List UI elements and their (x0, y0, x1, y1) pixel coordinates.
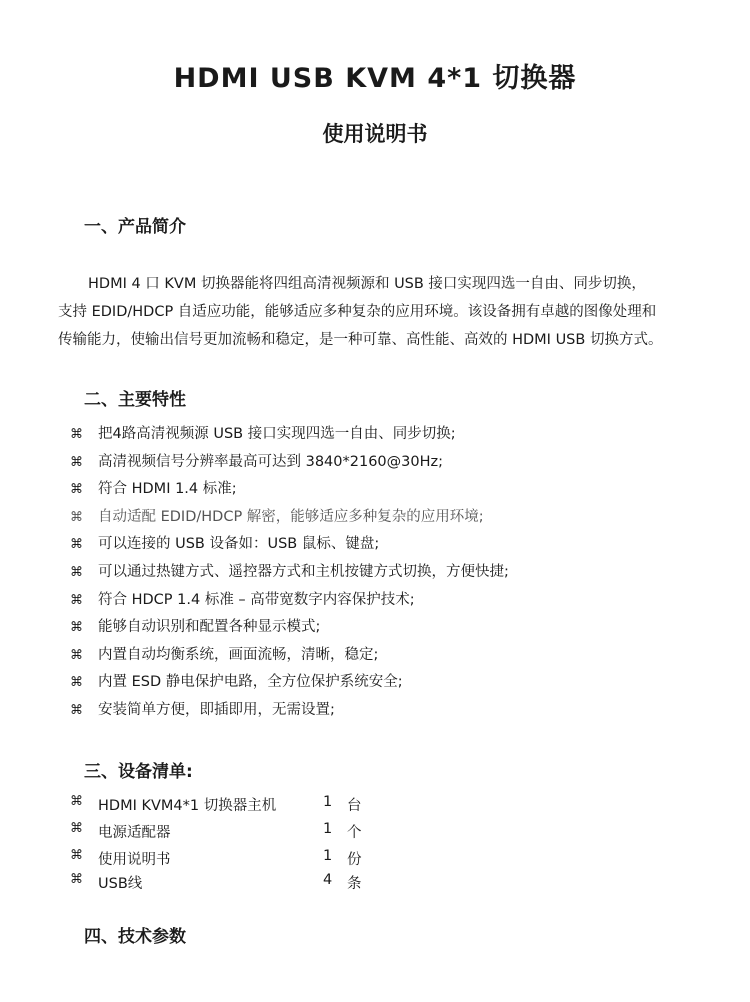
feature-item (70, 532, 379, 553)
bullet-icon: ⌘ (70, 454, 83, 470)
bullet-icon: ⌘ (70, 482, 83, 498)
feature-text: 高清视频信号分辨率最高可达到 3840*2160@30Hz; (98, 453, 444, 470)
feature-text: 可以通过热键方式、遥控器方式和主机按键方式切换，方便快捷; (98, 564, 509, 580)
bullet-icon: ⌘ (70, 620, 83, 636)
intro-line: HDMI 4 口 KVM 切换器能将四组高清视频源和 USB 接口实现四选一自由、同步切换， (88, 276, 646, 292)
bullet-icon: ⌘ (70, 592, 83, 608)
bullet-icon: ⌘ (70, 872, 83, 887)
feature-item (70, 615, 320, 636)
intro-line: 支持 EDID/HDCP 自适应功能，能够适应多种复杂的应用环境。该设备拥有卓越的图像处理和 (58, 304, 657, 320)
feature-text: 把4路高清视频源 USB 接口实现四选一自由、同步切换; (98, 426, 456, 442)
bullet-icon: ⌘ (70, 647, 83, 663)
feature-item (70, 643, 378, 664)
feature-item (70, 477, 237, 498)
equipment-unit: 台 (347, 798, 362, 814)
feature-text: 安装简单方便，即插即用，无需设置; (98, 702, 335, 718)
equipment-unit: 条 (347, 876, 362, 892)
feature-text: 内置 ESD 静电保护电路，全方位保护系统安全; (98, 674, 403, 691)
bullet-icon: ⌘ (70, 565, 83, 580)
section-heading-specs: 四、技术参数 (84, 927, 186, 947)
document-subtitle: 使用说明书 (322, 122, 428, 146)
equipment-name: 电源适配器 (98, 825, 171, 841)
section-heading-features: 二、主要特性 (84, 390, 186, 410)
equipment-unit: 个 (347, 825, 362, 841)
section-heading-intro: 一、产品简介 (84, 217, 186, 237)
feature-item (70, 588, 415, 609)
document-title: HDMI USB KVM 4*1 切换器 (173, 63, 577, 94)
feature-item (70, 505, 484, 526)
feature-item (70, 670, 403, 691)
bullet-icon: ⌘ (70, 675, 83, 691)
bullet-icon: ⌘ (70, 848, 83, 863)
equipment-qty: 1 (323, 848, 333, 864)
bullet-icon: ⌘ (70, 509, 83, 525)
feature-text: 符合 HDCP 1.4 标准 – 高带宽数字内容保护技术; (98, 591, 415, 608)
equipment-qty: 1 (323, 794, 333, 810)
equipment-unit: 份 (347, 852, 362, 868)
feature-text: 内置自动均衡系统，画面流畅，清晰，稳定; (98, 646, 379, 663)
bullet-icon: ⌘ (70, 794, 83, 809)
equipment-qty: 1 (323, 821, 333, 837)
feature-item (70, 698, 335, 719)
feature-item (70, 422, 456, 443)
equipment-qty: 4 (323, 872, 333, 888)
section-heading-equipment: 三、设备清单: (84, 762, 193, 782)
feature-text: 可以连接的 USB 设备如：USB 鼠标、键盘; (98, 536, 380, 553)
intro-line: 传输能力，使输出信号更加流畅和稳定，是一种可靠、高性能、高效的 HDMI USB 切换方式。 (58, 332, 663, 348)
bullet-icon: ⌘ (70, 427, 83, 442)
feature-text: 自动适配 EDID/HDCP 解密，能够适应多种复杂的应用环境; (98, 508, 484, 525)
bullet-icon: ⌘ (70, 537, 83, 553)
feature-item (70, 450, 443, 471)
feature-text: 能够自动识别和配置各种显示模式; (98, 619, 321, 636)
equipment-name: 使用说明书 (98, 852, 171, 868)
equipment-name: USB线 (98, 876, 143, 892)
bullet-icon: ⌘ (70, 703, 83, 718)
feature-text: 符合 HDMI 1.4 标准; (98, 481, 237, 498)
feature-item (70, 560, 509, 581)
bullet-icon: ⌘ (70, 821, 83, 836)
equipment-name: HDMI KVM4*1 切换器主机 (98, 798, 277, 814)
